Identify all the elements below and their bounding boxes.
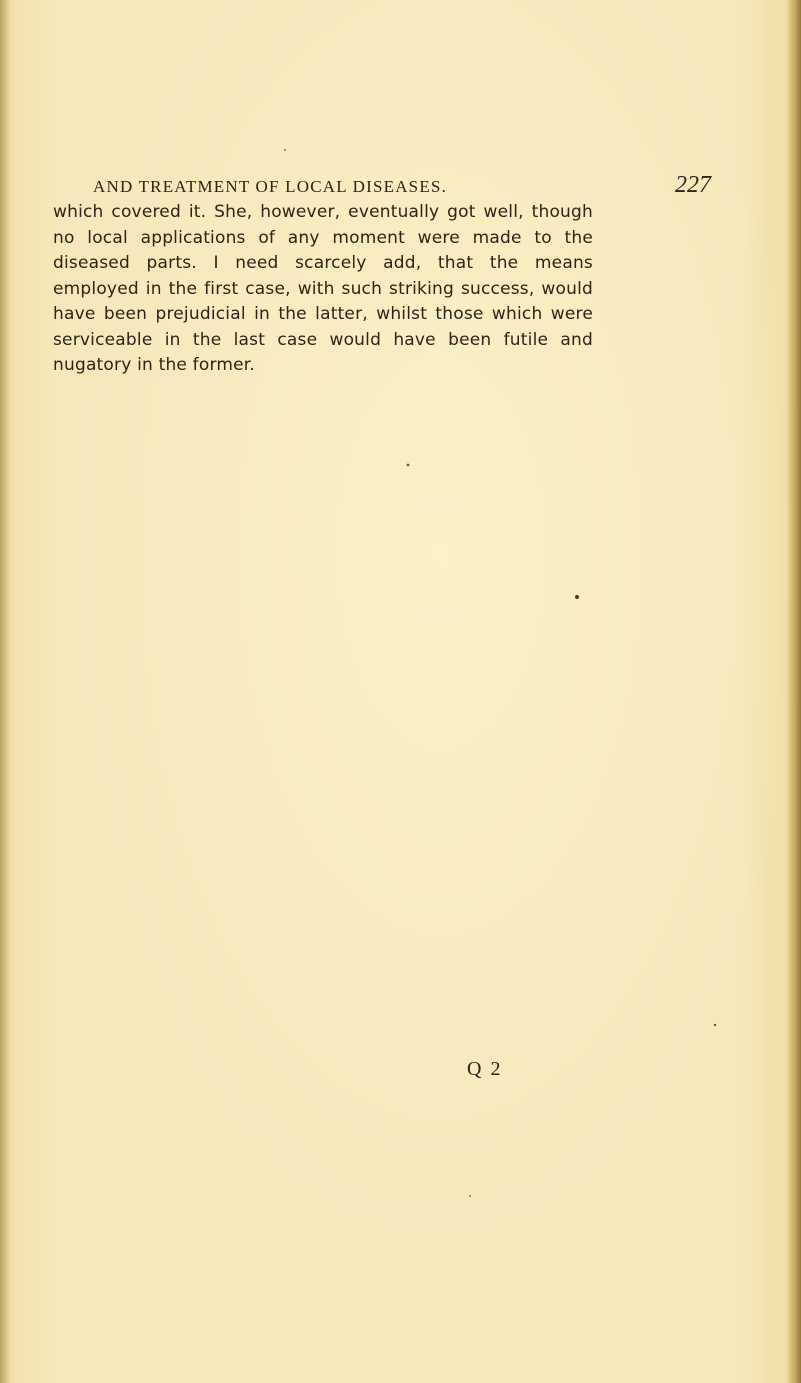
running-head [93,172,713,196]
page-number: 227 [675,172,711,198]
page-right-edge [787,0,801,1383]
paper-speck [469,1195,471,1197]
signature-mark: Q 2 [467,1058,503,1080]
paper-speck [575,595,579,599]
paper-speck [714,1024,716,1026]
running-title: AND TREATMENT OF LOCAL DISEASES. [93,177,448,196]
paper-speck [284,149,286,151]
body-paragraph: which covered it. She, however, eventually got well, though no local applications of any moment were made to the diseased parts. I need scarcely add, that the means employed in the first case, with such striking success, would have been prejudicial in the latter, whilst those which were serviceable in the last case would have been futile and nugatory in the former. [53,202,593,375]
page-left-edge [0,0,10,1383]
paper-speck [407,464,410,467]
